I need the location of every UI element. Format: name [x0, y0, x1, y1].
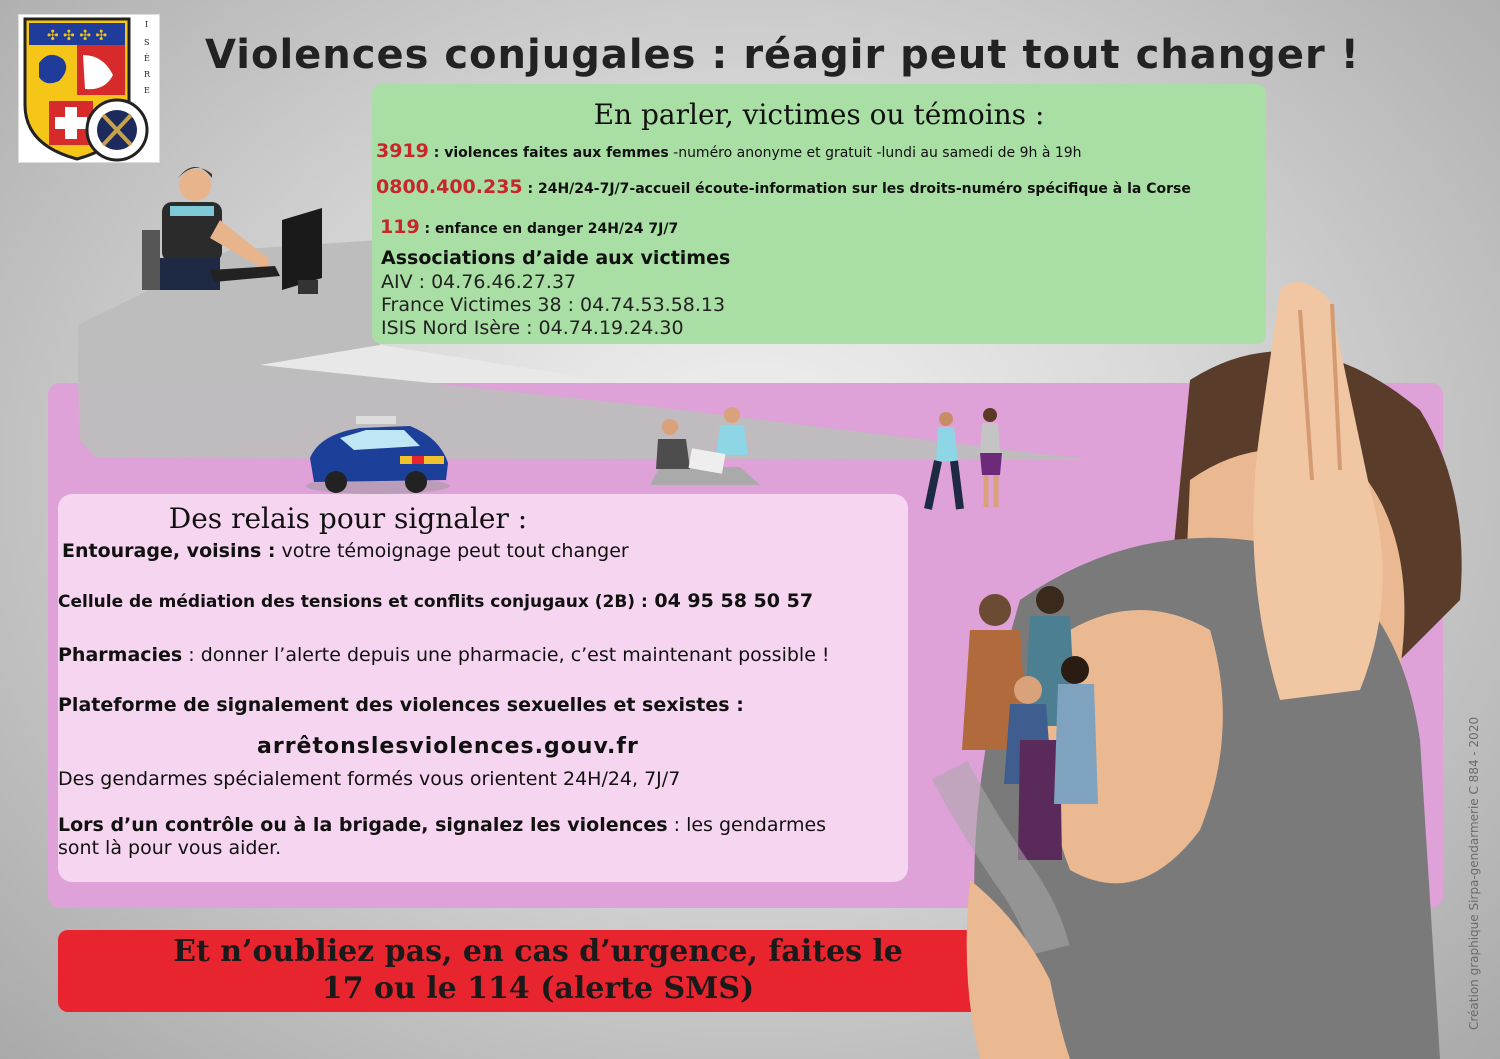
- relay-entourage-label: Entourage, voisins :: [62, 540, 276, 562]
- relay-controle-text: : les gendarmes: [667, 814, 827, 836]
- relay-cellule-phone: 04 95 58 50 57: [647, 590, 814, 612]
- hotline-label: : enfance en danger 24H/24 7J/7: [419, 221, 679, 237]
- svg-text:E: E: [144, 86, 150, 95]
- svg-text:È: È: [144, 54, 150, 63]
- relays-title: Des relais pour signaler :: [168, 502, 528, 535]
- hotline-number: 0800.400.235: [376, 176, 523, 198]
- svg-text:✣ ✣ ✣ ✣: ✣ ✣ ✣ ✣: [46, 28, 108, 44]
- hotline-detail: -numéro anonyme et gratuit -lundi au samedi de 9h à 19h: [668, 145, 1082, 161]
- svg-text:R: R: [144, 70, 151, 79]
- relay-cellule-label: Cellule de médiation des tensions et conflits conjugaux (2B) :: [58, 592, 648, 612]
- signalement-url-link[interactable]: arrêtonslesviolences.gouv.fr: [257, 734, 639, 759]
- associations-title: Associations d’aide aux victimes: [381, 247, 731, 269]
- relay-entourage-text: votre témoignage peut tout changer: [275, 540, 629, 562]
- relay-entourage: [62, 540, 629, 562]
- gendarmerie-car-illustration: [300, 408, 455, 498]
- svg-text:I: I: [145, 20, 149, 29]
- main-title: Violences conjugales : réagir peut tout changer !: [205, 32, 1360, 78]
- victim-arm-overlay: [960, 880, 1080, 1059]
- reporting-relays-panel: [58, 494, 908, 882]
- relay-controle-label: Lors d’un contrôle ou à la brigade, signalez les violences: [58, 814, 668, 836]
- relay-pharmacies: [58, 644, 830, 666]
- svg-text:S: S: [144, 38, 150, 47]
- relay-plateforme: [58, 694, 744, 716]
- emergency-line-1: Et n’oubliez pas, en cas d’urgence, faites le: [173, 934, 903, 969]
- complaint-meeting-illustration: [640, 405, 770, 495]
- emergency-text: [58, 930, 1018, 1007]
- relay-gendarmes-text: Des gendarmes spécialement formés vous orientent 24H/24, 7J/7: [58, 768, 681, 790]
- helplines-title: En parler, victimes ou témoins :: [593, 98, 1045, 131]
- hotline-label: : 24H/24-7J/7-accueil écoute-information sur les droits-numéro spécifique à la Corse: [522, 181, 1191, 197]
- association-aiv: AIV : 04.76.46.27.37: [381, 271, 577, 293]
- association-france-victimes: France Victimes 38 : 04.74.53.58.13: [381, 294, 726, 316]
- relay-plateforme-label: Plateforme de signalement des violences sexuelles et sexistes :: [58, 694, 744, 716]
- emergency-banner: [58, 930, 1018, 1012]
- emergency-line-2: 17 ou le 114 (alerte SMS): [321, 971, 755, 1006]
- hotline-number: 119: [380, 216, 420, 238]
- hotline-label: : violences faites aux femmes: [428, 145, 669, 161]
- relay-controle: [58, 814, 826, 836]
- relay-controle-text-2: sont là pour vous aider.: [58, 837, 282, 859]
- graphic-credit: Création graphique Sirpa-gendarmerie C 884 - 2020: [1467, 716, 1481, 1030]
- relay-pharmacies-label: Pharmacies: [58, 644, 183, 666]
- relay-pharmacies-text: : donner l’alerte depuis une pharmacie, c’est maintenant possible !: [182, 644, 830, 666]
- relay-cellule: [58, 590, 813, 612]
- hotline-number: 3919: [376, 140, 429, 162]
- association-isis: ISIS Nord Isère : 04.74.19.24.30: [381, 317, 684, 339]
